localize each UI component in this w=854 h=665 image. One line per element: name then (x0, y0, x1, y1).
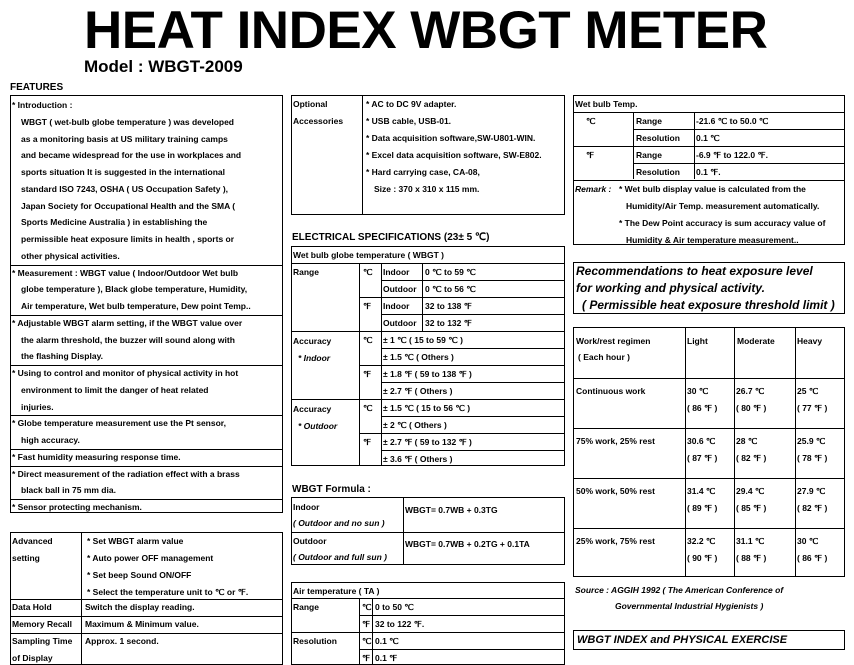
unit-label: ℉ (362, 653, 371, 663)
remark-label: Remark : (575, 184, 612, 194)
rec-value: 30.6 ℃ (687, 436, 716, 446)
row-divider (381, 280, 565, 281)
rec-value: ( 82 ℉ ) (736, 453, 767, 463)
rec-value: 26.7 ℃ (736, 386, 765, 396)
feature-line: other physical activities. (21, 250, 120, 261)
feature-line: * Globe temperature measurement use the Pt sensor, (12, 418, 226, 429)
formula-heading: WBGT Formula : (292, 484, 371, 495)
feature-line: as a monitoring basis at US military training camps (21, 133, 228, 144)
rec-value: 25 ℃ (797, 386, 819, 396)
wet-bulb-value: 0.1 ℃ (696, 133, 720, 143)
range-env: Outdoor (383, 284, 417, 294)
row-divider (11, 265, 283, 266)
rec-value: 29.4 ℃ (736, 486, 765, 496)
rec-row-label: 50% work, 50% rest (576, 486, 655, 496)
rec-value: ( 86 ℉ ) (797, 553, 828, 563)
source-line: Source : AGGIH 1992 ( The American Conference of (575, 585, 784, 595)
feature-line: standard ISO 7243, OSHA ( US Occupation Safety ), (21, 183, 229, 194)
unit-label: ℉ (586, 150, 595, 160)
recommendations-title (573, 262, 845, 314)
air-temp-heading: Air temperature ( TA ) (293, 586, 380, 596)
formula-table (291, 497, 565, 565)
accessories-table (291, 95, 565, 215)
air-temp-label: Resolution (293, 636, 337, 646)
feature-line: globe temperature ), Black globe temperature, Humidity, (21, 284, 248, 295)
air-temp-value: 0.1 ℉ (375, 653, 398, 663)
row-divider (381, 314, 565, 315)
range-env: Indoor (383, 301, 410, 311)
rec-value: 31.1 ℃ (736, 536, 765, 546)
feature-line: sports situation It is suggested in the international (21, 167, 226, 177)
unit-label: ℃ (363, 335, 373, 345)
range-env: Indoor (383, 267, 410, 277)
formula-sub: ( Outdoor and full sun ) (293, 552, 387, 562)
rec-value: ( 82 ℉ ) (797, 503, 828, 513)
feature-line: the flashing Display. (21, 351, 104, 362)
wet-bulb-label: Range (636, 116, 662, 126)
formula-label: Indoor (293, 502, 320, 512)
setting-value: Switch the display reading. (85, 602, 195, 612)
row-divider (574, 478, 845, 479)
accessory-item: * Excel data acquisition software, SW-E802. (366, 150, 542, 160)
feature-line: * Adjustable WBGT alarm setting, if the WBGT value over (12, 317, 243, 328)
accessories-label: Optional (293, 99, 328, 109)
recommendations-title-line: for working and physical activity. (576, 281, 765, 295)
wet-bulb-value: -6.9 ℉ to 122.0 ℉. (696, 150, 768, 160)
air-temp-value: 0.1 ℃ (375, 636, 399, 646)
advanced-item: * Select the temperature unit to ℃ or ℉. (87, 587, 249, 597)
row-divider (11, 499, 283, 500)
formula-label: Outdoor (293, 536, 327, 546)
rec-value: ( 87 ℉ ) (687, 453, 718, 463)
rec-value: ( 77 ℉ ) (797, 403, 828, 413)
accessory-item: * AC to DC 9V adapter. (366, 99, 457, 109)
setting-label: Sampling Time (12, 636, 73, 646)
rec-value: 32.2 ℃ (687, 536, 716, 546)
rec-value: ( 89 ℉ ) (687, 503, 718, 513)
rec-value: 31.4 ℃ (687, 486, 716, 496)
row-divider (292, 632, 565, 633)
wet-bulb-value: -21.6 ℃ to 50.0 ℃ (696, 116, 769, 126)
remark-line: * The Dew Point accuracy is sum accuracy value of (619, 218, 826, 228)
advanced-item: * Auto power OFF management (87, 553, 214, 563)
accuracy-value: ± 2.7 ℉ ( 59 to 132 ℉ ) (383, 437, 472, 447)
unit-label: ℃ (362, 636, 372, 646)
row-divider (574, 180, 845, 181)
rec-value: 25.9 ℃ (797, 436, 826, 446)
advanced-item: * Set beep Sound ON/OFF (87, 570, 192, 580)
row-divider (292, 399, 565, 400)
range-value: 0 ℃ to 59 ℃ (425, 267, 476, 277)
rec-value: 28 ℃ (736, 436, 758, 446)
range-value: 0 ℃ to 56 ℃ (425, 284, 476, 294)
row-divider (292, 532, 565, 533)
air-temp-table (291, 582, 565, 665)
rec-value: ( 80 ℉ ) (736, 403, 767, 413)
unit-label: ℃ (586, 116, 596, 126)
feature-line: environment to limit the danger of heat related (21, 384, 209, 395)
setting-label: Data Hold (12, 602, 52, 612)
column-divider (734, 328, 735, 577)
exercise-title: WBGT INDEX and PHYSICAL EXERCISE (577, 634, 788, 646)
row-divider (381, 416, 565, 417)
range-value: 32 to 132 ℉ (425, 318, 472, 328)
rec-value: 30 ℃ (797, 536, 819, 546)
row-divider (11, 633, 283, 634)
row-divider (574, 112, 845, 113)
feature-line: permissible heat exposure limits in health , sports or (21, 234, 235, 244)
feature-line: * Fast humidity measuring response time. (12, 451, 181, 462)
model-number: Model : WBGT-2009 (84, 57, 243, 76)
unit-label: ℉ (363, 301, 372, 311)
advanced-label: setting (12, 553, 40, 563)
features-heading: FEATURES (10, 82, 64, 93)
row-divider (381, 382, 565, 383)
row-divider (633, 163, 845, 164)
feature-line: * Direct measurement of the radiation effect with a brass (12, 468, 240, 479)
row-divider (574, 528, 845, 529)
rec-row-label: Continuous work (576, 386, 646, 396)
row-divider (11, 449, 283, 450)
wet-bulb-table (573, 95, 845, 245)
rec-row-label: 75% work, 25% rest (576, 436, 655, 446)
air-temp-value: 0 to 50 ℃ (375, 602, 414, 612)
accuracy-label: Accuracy (293, 336, 332, 346)
rec-header: Heavy (797, 336, 823, 346)
row-divider (359, 649, 565, 650)
feature-line: black ball in 75 mm dia. (21, 485, 116, 496)
row-divider (359, 615, 565, 616)
unit-label: ℉ (362, 619, 371, 629)
accuracy-value: ± 2.7 ℉ ( Others ) (383, 386, 453, 396)
accuracy-label: Accuracy (293, 404, 332, 414)
row-divider (11, 415, 283, 416)
recommendations-title-line: Recommendations to heat exposure level (576, 264, 813, 278)
rec-value: ( 78 ℉ ) (797, 453, 828, 463)
rec-header: Moderate (737, 336, 775, 346)
rec-header: ( Each hour ) (578, 352, 630, 362)
feature-line: and became widespread for the use in workplaces and (21, 150, 242, 161)
row-divider (11, 365, 283, 366)
range-label: Range (293, 267, 319, 277)
accessory-item: * Data acquisition software,SW-U801-WIN. (366, 133, 536, 143)
accessory-item: * Hard carrying case, CA-08, (366, 167, 480, 177)
setting-label: of Display (12, 653, 53, 663)
feature-line: high accuracy. (21, 435, 80, 445)
accuracy-sub: * Indoor (298, 353, 331, 363)
formula-sub: ( Outdoor and no sun ) (293, 518, 385, 528)
features-table (10, 95, 283, 513)
settings-table (10, 532, 283, 665)
setting-value: Maximum & Minimum value. (85, 619, 199, 629)
column-divider (362, 96, 363, 215)
source-line: Governmental Industrial Hygienists ) (615, 601, 764, 611)
wet-bulb-value: 0.1 ℉. (696, 167, 721, 177)
wet-bulb-label: Range (636, 150, 662, 160)
rec-value: ( 88 ℉ ) (736, 553, 767, 563)
row-divider (292, 263, 565, 264)
row-divider (359, 365, 565, 366)
advanced-label: Advanced (12, 536, 53, 546)
unit-label: ℉ (363, 369, 372, 379)
air-temp-value: 32 to 122 ℉. (375, 619, 425, 629)
row-divider (359, 297, 565, 298)
air-temp-label: Range (293, 602, 319, 612)
remark-line: Humidity & Air temperature measurement.. (626, 235, 799, 245)
recommendations-title-line: ( Permissible heat exposure threshold limit ) (582, 298, 835, 312)
advanced-item: * Set WBGT alarm value (87, 536, 184, 546)
electrical-heading: ELECTRICAL SPECIFICATIONS (23± 5 ℃) (292, 232, 490, 243)
row-divider (11, 599, 283, 600)
accessories-label: Accessories (293, 116, 344, 126)
row-divider (292, 598, 565, 599)
wbgt-heading: Wet bulb globe temperature ( WBGT ) (293, 250, 444, 260)
setting-label: Memory Recall (12, 619, 72, 629)
row-divider (11, 315, 283, 316)
column-divider (685, 328, 686, 577)
row-divider (11, 616, 283, 617)
feature-line: the alarm threshold, the buzzer will sound along with (21, 334, 235, 345)
accessory-item: * USB cable, USB-01. (366, 116, 452, 126)
feature-line: injuries. (21, 401, 54, 412)
row-divider (381, 450, 565, 451)
exercise-title-box (573, 630, 845, 650)
row-divider (11, 466, 283, 467)
accuracy-value: ± 1.5 ℃ ( 15 to 56 ℃ ) (383, 403, 471, 413)
formula-value: WBGT= 0.7WB + 0.2TG + 0.1TA (405, 539, 530, 549)
rec-value: 27.9 ℃ (797, 486, 826, 496)
unit-label: ℃ (362, 602, 372, 612)
wet-bulb-heading: Wet bulb Temp. (575, 99, 638, 109)
row-divider (574, 378, 845, 379)
accuracy-value: ± 1.8 ℉ ( 59 to 138 ℉ ) (383, 369, 472, 379)
row-divider (359, 433, 565, 434)
setting-value: Approx. 1 second. (85, 636, 159, 646)
rec-value: ( 86 ℉ ) (687, 403, 718, 413)
wet-bulb-label: Resolution (636, 167, 680, 177)
remark-line: * Wet bulb display value is calculated from the (619, 184, 806, 194)
unit-label: ℃ (363, 403, 373, 413)
accuracy-value: ± 2 ℃ ( Others ) (383, 420, 447, 430)
feature-line: Air temperature, Wet bulb temperature, Dew point Temp.. (21, 301, 251, 311)
unit-label: ℃ (363, 267, 373, 277)
accuracy-value: ± 1.5 ℃ ( Others ) (383, 352, 454, 362)
feature-line: * Measurement : WBGT value ( Indoor/Outdoor Wet bulb (12, 267, 239, 278)
accuracy-sub: * Outdoor (298, 421, 338, 431)
formula-value: WBGT= 0.7WB + 0.3TG (405, 505, 498, 515)
electrical-table (291, 246, 565, 466)
row-divider (633, 129, 845, 130)
recommendations-table (573, 327, 845, 577)
range-env: Outdoor (383, 318, 417, 328)
accuracy-value: ± 1 ℃ ( 15 to 59 ℃ ) (383, 335, 463, 345)
rec-value: ( 85 ℉ ) (736, 503, 767, 513)
row-divider (292, 331, 565, 332)
unit-label: ℉ (363, 437, 372, 447)
accessory-item: Size : 370 x 310 x 115 mm. (374, 184, 480, 194)
row-divider (574, 146, 845, 147)
rec-value: ( 90 ℉ ) (687, 553, 718, 563)
feature-line: Japan Society for Occupational Health and the SMA ( (21, 200, 236, 211)
feature-line: * Using to control and monitor of physical activity in hot (12, 368, 239, 378)
accuracy-value: ± 3.6 ℉ ( Others ) (383, 454, 453, 464)
row-divider (381, 348, 565, 349)
feature-line: * Sensor protecting mechanism. (12, 502, 142, 512)
feature-line: Sports Medicine Australia ) in establishing the (21, 217, 208, 228)
column-divider (795, 328, 796, 577)
feature-line: WBGT ( wet-bulb globe temperature ) was developed (21, 116, 234, 127)
rec-header: Work/rest regimen (576, 336, 651, 346)
feature-line: * Introduction : (12, 100, 73, 110)
page-title: HEAT INDEX WBGT METER (84, 1, 768, 60)
row-divider (574, 428, 845, 429)
rec-header: Light (687, 336, 708, 346)
range-value: 32 to 138 ℉ (425, 301, 472, 311)
rec-value: 30 ℃ (687, 386, 709, 396)
wet-bulb-label: Resolution (636, 133, 680, 143)
remark-line: Humidity/Air Temp. measurement automatically. (626, 201, 820, 211)
rec-row-label: 25% work, 75% rest (576, 536, 655, 546)
